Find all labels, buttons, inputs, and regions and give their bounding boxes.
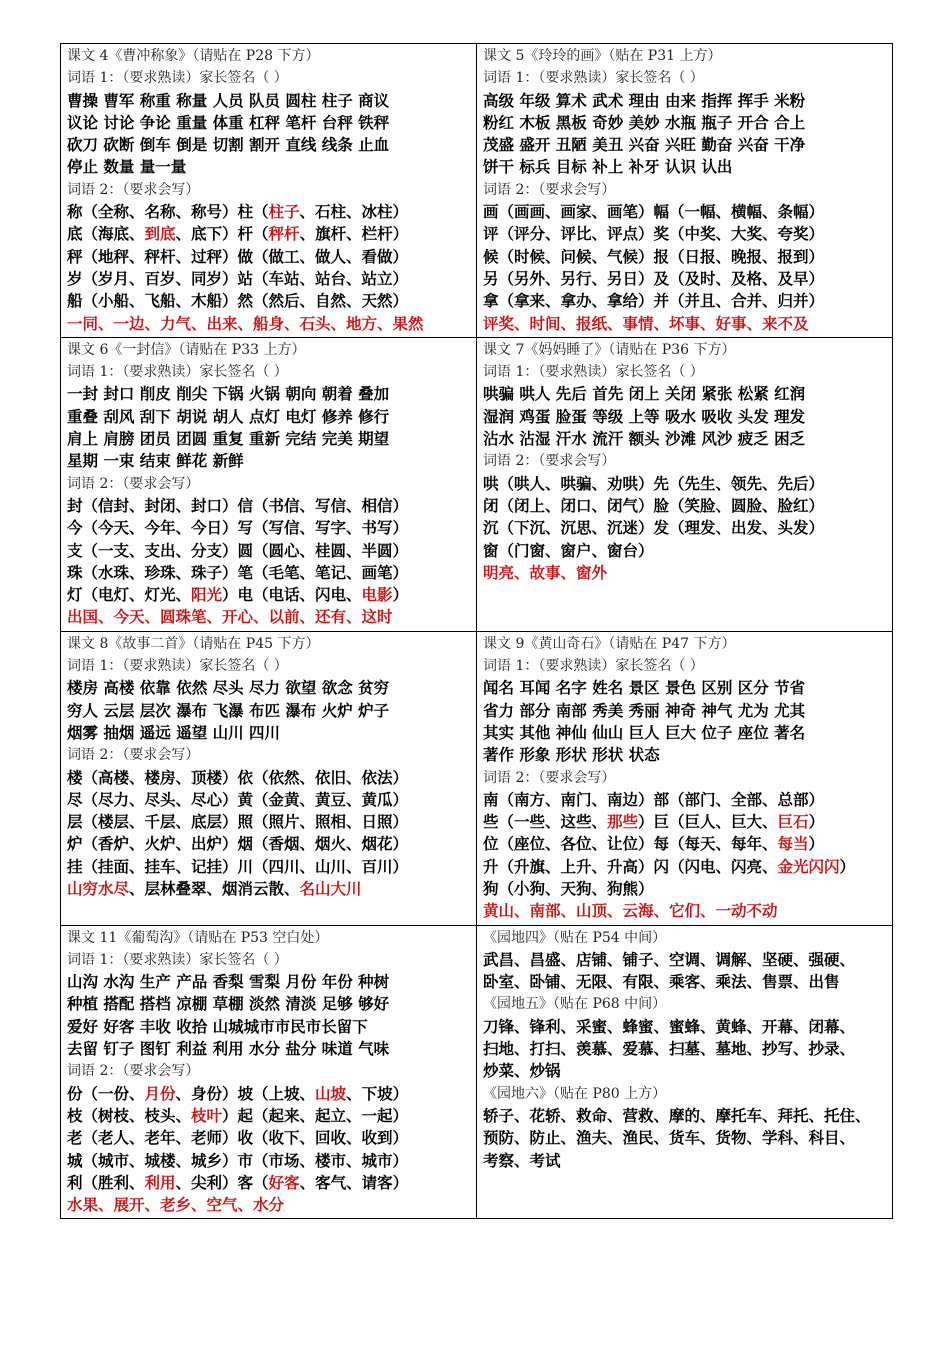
word-line: 曹操 曹军 称重 称量 人员 队员 圆柱 柱子 商议 (67, 91, 390, 110)
word-line: 闭（闭上、闭口、闭气）脸（笑脸、圆脸、脸红） (483, 496, 825, 515)
highlight-word-line: 出国、今天、圆珠笔、开心、以前、还有、这时 (67, 608, 393, 627)
section-heading: 词语 1：（要求熟读）家长签名（ ） (67, 658, 288, 675)
lesson-cell (61, 631, 477, 925)
section-heading: 课文 7《妈妈睡了》（请贴在 P36 下方） (483, 341, 736, 358)
word-text: 份（一份、 (67, 1084, 145, 1103)
section-heading: 《园地六》（贴在 P80 上方） (483, 1085, 667, 1102)
table-row (61, 337, 893, 631)
section-heading: 课文 11《葡萄沟》（请贴在 P53 空白处） (67, 929, 329, 946)
highlight-word: 枝叶 (191, 1106, 223, 1125)
highlight-word: 利用 (144, 1173, 176, 1192)
word-text: ） (392, 586, 409, 605)
table-row (61, 925, 893, 1219)
word-line: 炉（香炉、火炉、出炉）烟（香烟、烟火、烟花） (67, 835, 409, 854)
word-text: ） (839, 857, 856, 876)
section-heading: 课文 6《一封信》（请贴在 P33 上方） (67, 341, 306, 358)
word-text: 、底下）杆（ (175, 225, 269, 244)
word-text: 、客气、请客） (299, 1173, 409, 1192)
word-line: 卧室、卧铺、无限、有限、乘客、乘法、售票、出售 (483, 973, 840, 992)
word-line: 层（楼层、千层、底层）照（照片、照相、日照） (67, 813, 409, 832)
word-line: 珠（水珠、珍珠、珠子）笔（毛笔、笔记、画笔） (67, 563, 409, 582)
word-line (67, 878, 472, 900)
word-text: ）巨（巨人、巨大、 (638, 813, 778, 832)
lesson-cell (477, 631, 893, 925)
highlight-word: 到底 (144, 225, 176, 244)
word-line: 画（画画、画家、画笔）幅（一幅、横幅、条幅） (483, 203, 825, 222)
word-line (67, 1172, 472, 1194)
word-line: 砍刀 砍断 倒车 倒是 切割 割开 直线 线条 止血 (67, 136, 390, 155)
word-line: 议论 讨论 争论 重量 体重 杠秤 笔杆 台秤 铁秤 (67, 113, 390, 132)
word-text: ）起（起来、起立、一起） (222, 1106, 409, 1125)
word-line: 沉（下沉、沉思、沉迷）发（理发、出发、头发） (483, 519, 825, 538)
section-heading: 课文 4《曹冲称象》（请贴在 P28 下方） (67, 48, 320, 64)
word-line: 哄骗 哄人 先后 首先 闭上 关闭 紧张 松紧 红润 (483, 385, 806, 404)
word-line: 挂（挂面、挂车、记挂）川（四川、山川、百川） (67, 857, 409, 876)
lesson-cell (477, 925, 893, 1219)
word-line: 武昌、昌盛、店铺、铺子、空调、调解、坚硬、强硬、 (483, 950, 856, 969)
lesson-cell (61, 925, 477, 1219)
word-line: 船（小船、飞船、木船）然（然后、自然、天然） (67, 292, 409, 311)
word-line (67, 584, 472, 606)
word-line: 另（另外、另行、另日）及（及时、及格、及早） (483, 269, 825, 288)
word-text: ） (808, 813, 825, 832)
word-line: 刀锋、锋利、采蜜、蜂蜜、蜜蜂、黄蜂、开幕、闭幕、 (483, 1017, 856, 1036)
lesson-cell (61, 44, 477, 338)
highlight-word-line: 明亮、故事、窗外 (483, 563, 608, 582)
word-line: 茂盛 盛开 丑陋 美丑 兴奋 兴旺 勤奋 兴奋 干净 (483, 136, 806, 155)
word-line (67, 1105, 472, 1127)
word-line: 爱好 好客 丰收 收拾 山城城市市民市长留下 (67, 1017, 368, 1036)
highlight-word: 阳光 (191, 586, 223, 605)
word-line: 秤（地秤、秤杆、过秤）做（做工、做人、看做） (67, 247, 409, 266)
word-line: 穷人 云层 层次 瀑布 飞瀑 布匹 瀑布 火炉 炉子 (67, 701, 390, 720)
word-line: 评（评分、评比、评点）奖（中奖、大奖、夸奖） (483, 225, 825, 244)
word-line: 狗（小狗、天狗、狗熊） (483, 879, 654, 898)
highlight-word: 月份 (144, 1084, 176, 1103)
highlight-word: 金光闪闪 (777, 857, 840, 876)
word-line: 城（城市、城楼、城乡）市（市场、楼市、城市） (67, 1151, 409, 1170)
section-heading: 课文 5《玲玲的画》（贴在 P31 上方） (483, 48, 722, 64)
word-line (67, 201, 472, 223)
section-heading: 词语 2：（要求会写） (483, 181, 616, 198)
lesson-cell (477, 44, 893, 338)
word-text: 、身份）坡（上坡、 (175, 1084, 316, 1103)
word-line: 老（老人、老年、老师）收（收下、回收、收到） (67, 1129, 409, 1148)
word-text: 、层林叠翠、烟消云散、 (129, 879, 300, 898)
word-line: 去留 钉子 图钉 利益 利用 水分 盐分 味道 气味 (67, 1040, 390, 1059)
highlight-word: 山穷水尽 (67, 879, 130, 898)
section-heading: 词语 2：（要求会写） (483, 453, 616, 470)
section-heading: 课文 8《故事二首》（请贴在 P45 下方） (67, 635, 320, 652)
lesson-cell (477, 337, 893, 631)
word-text: 、旗杆、栏杆） (299, 225, 409, 244)
word-line: 省力 部分 南部 秀美 秀丽 神奇 神气 尤为 尤其 (483, 701, 806, 720)
word-line: 楼房 高楼 依靠 依然 尽头 尽力 欲望 欲念 贫穷 (67, 679, 390, 698)
section-heading: 词语 1：（要求熟读）家长签名（ ） (483, 364, 704, 381)
word-line: 轿子、花轿、救命、营救、摩的、摩托车、拜托、托住、 (483, 1106, 871, 1125)
highlight-word-line: 评奖、时间、报纸、事情、坏事、好事、来不及 (483, 314, 809, 333)
word-line: 南（南方、南门、南边）部（部门、全部、总部） (483, 790, 825, 809)
word-text: 、石柱、冰柱） (299, 203, 409, 222)
section-heading: 词语 2：（要求会写） (67, 475, 200, 492)
word-text: 称（全称、名称、称号）柱（ (67, 203, 269, 222)
word-line: 预防、防止、渔夫、渔民、货车、货物、学科、科目、 (483, 1129, 856, 1148)
section-heading: 《园地四》（贴在 P54 中间） (483, 929, 667, 946)
word-line: 岁（岁月、百岁、同岁）站（车站、站台、站立） (67, 269, 409, 288)
word-text: ）电（电话、闪电、 (222, 586, 362, 605)
section-heading: 词语 2：（要求会写） (483, 769, 616, 786)
word-line: 高级 年级 算术 武术 理由 由来 指挥 挥手 米粉 (483, 91, 806, 110)
word-text: 些（一些、这些、 (483, 813, 608, 832)
word-line: 停止 数量 量一量 (67, 158, 187, 177)
word-line: 种植 搭配 搭档 凉棚 草棚 淡然 清淡 足够 够好 (67, 995, 390, 1014)
word-line: 今（今天、今年、今日）写（写信、写字、书写） (67, 519, 409, 538)
highlight-word: 那些 (607, 813, 639, 832)
word-line: 候（时候、问候、气候）报（日报、晚报、报到） (483, 247, 825, 266)
word-line: 饼干 标兵 目标 补上 补牙 认识 认出 (483, 158, 733, 177)
word-line: 封（信封、封闭、封口）信（书信、写信、相信） (67, 496, 409, 515)
word-line: 著作 形象 形状 形状 状态 (483, 746, 660, 765)
section-heading: 词语 1：（要求熟读）家长签名（ ） (67, 951, 288, 968)
highlight-word-line: 黄山、南部、山顶、云海、它们、一动不动 (483, 902, 778, 921)
highlight-word: 好客 (268, 1173, 300, 1192)
vocabulary-table (60, 43, 893, 1219)
word-line: 扫地、打扫、羡慕、爱慕、扫墓、墓地、抄写、抄录、 (483, 1040, 856, 1059)
word-line (483, 811, 888, 833)
section-heading: 《园地五》（贴在 P68 中间） (483, 996, 667, 1013)
highlight-word: 每当 (777, 835, 809, 854)
highlight-word: 名山大川 (299, 879, 362, 898)
word-line (67, 1083, 472, 1105)
highlight-word: 巨石 (777, 813, 809, 832)
word-line: 炒菜、炒锅 (483, 1062, 561, 1081)
highlight-word: 电影 (361, 586, 393, 605)
word-line: 星期 一束 结束 鲜花 新鲜 (67, 452, 244, 471)
word-line (67, 223, 472, 245)
word-text: ） (808, 835, 825, 854)
word-text: 、尖利）客（ (175, 1173, 269, 1192)
section-heading: 词语 1：（要求熟读）家长签名（ ） (67, 364, 288, 381)
highlight-word: 柱子 (268, 203, 300, 222)
word-line: 支（一支、支出、分支）圆（圆心、桂圆、半圆） (67, 541, 409, 560)
word-line: 湿润 鸡蛋 脸蛋 等级 上等 吸水 吸收 头发 理发 (483, 407, 806, 426)
highlight-word: 山坡 (315, 1084, 347, 1103)
section-heading: 词语 1：（要求熟读）家长签名（ ） (483, 658, 704, 675)
word-line (483, 833, 888, 855)
section-heading: 词语 2：（要求会写） (67, 1063, 200, 1080)
word-text: 灯（电灯、灯光、 (67, 586, 192, 605)
highlight-word-line: 水果、展开、老乡、空气、水分 (67, 1196, 285, 1215)
word-line: 其实 其他 神仙 仙山 巨人 巨大 位子 座位 著名 (483, 723, 806, 742)
word-text: 升（升旗、上升、升高）闪（闪电、闪亮、 (483, 857, 778, 876)
word-text: 位（座位、各位、让位）每（每天、每年、 (483, 835, 778, 854)
word-text: 、下坡） (346, 1084, 409, 1103)
word-line: 一封 封口 削皮 削尖 下锅 火锅 朝向 朝着 叠加 (67, 385, 390, 404)
word-line: 沾水 沾湿 汗水 流汗 额头 沙滩 风沙 疲乏 困乏 (483, 430, 806, 449)
word-text: 枝（树枝、枝头、 (67, 1106, 192, 1125)
section-heading: 词语 2：（要求会写） (67, 747, 200, 764)
word-text: 利（胜利、 (67, 1173, 145, 1192)
word-line: 窗（门窗、窗户、窗台） (483, 541, 654, 560)
highlight-word-line: 一同、一边、力气、出来、船身、石头、地方、果然 (67, 314, 424, 333)
word-text: 底（海底、 (67, 225, 145, 244)
section-heading: 词语 2：（要求会写） (67, 181, 200, 198)
word-line: 拿（拿来、拿办、拿给）并（并且、合并、归并） (483, 292, 825, 311)
section-heading: 词语 1：（要求熟读）家长签名（ ） (67, 70, 288, 87)
table-row (61, 44, 893, 338)
section-heading: 词语 1：（要求熟读）家长签名（ ） (483, 70, 704, 87)
section-heading: 课文 9《黄山奇石》（请贴在 P47 下方） (483, 635, 736, 652)
table-row (61, 631, 893, 925)
highlight-word: 秤杆 (268, 225, 300, 244)
word-line (483, 856, 888, 878)
word-line: 尽（尽力、尽头、尽心）黄（金黄、黄豆、黄瓜） (67, 790, 409, 809)
word-line: 烟雾 抽烟 遥远 遥望 山川 四川 (67, 723, 280, 742)
word-line: 考察、考试 (483, 1151, 561, 1170)
lesson-cell (61, 337, 477, 631)
word-line: 楼（高楼、楼房、顶楼）依（依然、依旧、依法） (67, 768, 409, 787)
word-line: 粉红 木板 黑板 奇妙 美妙 水瓶 瓶子 开合 合上 (483, 113, 806, 132)
word-line: 哄（哄人、哄骗、劝哄）先（先生、领先、先后） (483, 474, 825, 493)
word-line: 肩上 肩膀 团员 团圆 重复 重新 完结 完美 期望 (67, 430, 390, 449)
word-line: 重叠 刮风 刮下 胡说 胡人 点灯 电灯 修养 修行 (67, 407, 390, 426)
word-line: 闻名 耳闻 名字 姓名 景区 景色 区别 区分 节省 (483, 679, 806, 698)
word-line: 山沟 水沟 生产 产品 香梨 雪梨 月份 年份 种树 (67, 973, 390, 992)
